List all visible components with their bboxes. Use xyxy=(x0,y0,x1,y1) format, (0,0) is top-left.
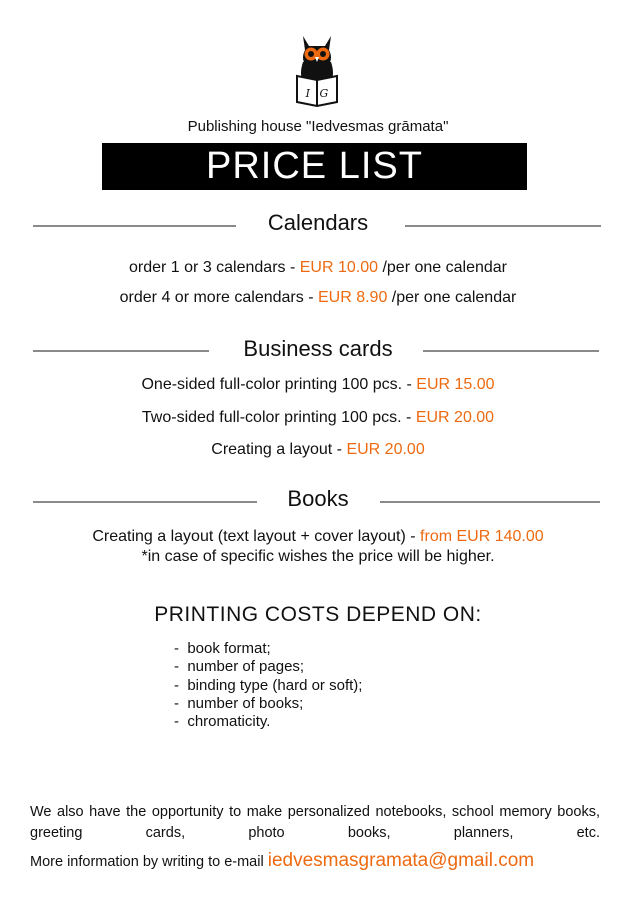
section-calendars-heading: Calendars xyxy=(267,210,369,235)
calendar-price-row: order 4 or more calendars - EUR 8.90 /per one calendar xyxy=(119,289,517,306)
price: from EUR 140.00 xyxy=(420,528,544,545)
price: EUR 8.90 xyxy=(317,289,388,306)
email-link[interactable]: iedvesmasgramata@gmail.com xyxy=(267,850,535,871)
business-card-price-row: Creating a layout - EUR 20.00 xyxy=(211,441,425,458)
books-price-row: Creating a layout (text layout + cover layout) - from EUR 140.00 xyxy=(92,528,544,545)
business-card-price-row: Two-sided full-color printing 100 pcs. - EUR 20.00 xyxy=(141,409,495,426)
list-item: - binding type (hard or soft); xyxy=(174,677,362,695)
footer-text: We also have the opportunity to make personalized notebooks, school memory books, greeting cards, photo books, planners, etc. xyxy=(30,804,600,841)
calendar-price-row: order 1 or 3 calendars - EUR 10.00 /per one calendar xyxy=(129,259,507,276)
section-business-cards-heading: Business cards xyxy=(243,336,393,361)
price: EUR 20.00 xyxy=(415,409,495,426)
section-books-heading: Books xyxy=(287,486,349,511)
price: EUR 10.00 xyxy=(299,259,379,276)
price: EUR 15.00 xyxy=(416,376,495,393)
list-item: - book format; xyxy=(174,640,362,658)
printing-costs-list xyxy=(174,640,362,731)
logo-letters: I G xyxy=(305,87,329,100)
list-item: - number of pages; xyxy=(174,658,362,676)
list-item: - chromaticity. xyxy=(174,713,362,731)
printing-costs-heading: PRINTING COSTS DEPEND ON: xyxy=(154,603,482,626)
owl-logo-icon xyxy=(293,30,341,108)
page-title: PRICE LIST xyxy=(102,143,527,190)
contact-line: More information by writing to e-mail iedvesmasgramata@gmail.com xyxy=(30,850,535,871)
price: EUR 20.00 xyxy=(346,441,425,458)
publisher-name: Publishing house "Iedvesmas grāmata" xyxy=(187,118,449,135)
list-item: - number of books; xyxy=(174,695,362,713)
business-card-price-row: One-sided full-color printing 100 pcs. - EUR 15.00 xyxy=(141,376,495,393)
books-price-note: *in case of specific wishes the price will be higher. xyxy=(141,548,495,565)
